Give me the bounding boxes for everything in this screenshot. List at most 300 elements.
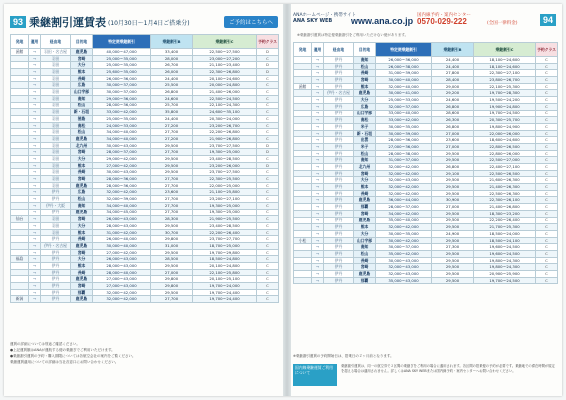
destination-cell: 鹿児島	[71, 296, 93, 303]
via-cell: 羽田・名古屋	[41, 49, 71, 56]
fare-b-cell: 29,500	[151, 169, 193, 176]
fare-c-cell: 22,000～25,000	[193, 182, 257, 189]
table-row	[294, 237, 558, 244]
fare-c-cell: 23,000～27,200	[193, 55, 257, 62]
via-cell: 伊丹	[324, 117, 354, 124]
fare-c-cell: 21,400～26,300	[474, 184, 536, 191]
destination-cell: 宮崎	[71, 283, 93, 290]
origin-cell	[294, 123, 312, 130]
fare-b-cell: 24,400	[432, 57, 474, 64]
origin-cell	[294, 197, 312, 204]
destination-cell: 鹿児島	[354, 90, 376, 97]
via-cell: 伊丹	[41, 196, 71, 203]
table-row	[294, 143, 558, 150]
table-row	[294, 90, 558, 97]
fare-b-cell: 29,500	[432, 237, 474, 244]
special-fare-cell: 34,000～45,000	[93, 209, 151, 216]
via-cell: 伊丹	[324, 177, 354, 184]
fare-c-cell: 23,700～27,500	[193, 142, 257, 149]
info-box-text: 乗継割引運賃は、同一の航空券で２区間の乗継ぎをご利用の場合に適用されます。各区間の搭乗便の予約が必要です。乗継地での滞在時間が規定を超える場合は適用されません。詳しくはANA SKY WEBまたは国内線予約・案内センターへお問い合わせください。	[341, 364, 555, 373]
homepage-url-link[interactable]: www.ana.co.jp	[351, 16, 414, 26]
class-cell: C	[257, 283, 279, 290]
apply-arrow-cell: →	[312, 250, 324, 257]
special-fare-cell: 27,000～36,000	[376, 143, 432, 150]
class-cell: C	[257, 89, 279, 96]
special-fare-cell: 35,000～42,000	[376, 250, 432, 257]
via-cell: 伊丹	[41, 283, 71, 290]
table-row	[294, 184, 558, 191]
fare-b-cell: 24,600	[151, 95, 193, 102]
destination-cell: 那覇	[354, 204, 376, 211]
via-cell: 羽田	[41, 222, 71, 229]
via-cell: 伊丹	[324, 170, 354, 177]
special-fare-cell: 29,000～36,000	[93, 95, 151, 102]
class-cell: C	[536, 271, 558, 278]
fare-c-cell: 18,500～24,000	[474, 230, 536, 237]
table-row	[11, 169, 279, 176]
class-cell: C	[536, 177, 558, 184]
via-cell: 伊丹	[324, 150, 354, 157]
via-cell: 羽田	[41, 62, 71, 69]
class-cell: C	[536, 90, 558, 97]
origin-cell	[294, 250, 312, 257]
destination-cell: 北九州	[354, 164, 376, 171]
table-row	[294, 244, 558, 251]
apply-arrow-cell: →	[312, 204, 324, 211]
destination-cell: 高松	[71, 122, 93, 129]
table-row	[294, 97, 558, 104]
class-cell: C	[257, 263, 279, 270]
col-origin: 発地	[11, 35, 29, 49]
class-cell: C	[257, 82, 279, 89]
fare-c-cell: 22,000～26,000	[474, 130, 536, 137]
origin-cell	[294, 77, 312, 84]
fare-b-cell: 33,400	[151, 49, 193, 56]
origin-cell	[11, 89, 29, 96]
apply-arrow-cell: →	[312, 244, 324, 251]
destination-cell: 広島	[71, 82, 93, 89]
details-button[interactable]: ご予約はこちらへ	[224, 16, 278, 28]
fare-b-cell: 35,800	[151, 109, 193, 116]
class-cell: C	[257, 209, 279, 216]
origin-cell	[294, 137, 312, 144]
special-fare-cell: 32,000～43,000	[376, 264, 432, 271]
via-cell: 羽田	[41, 142, 71, 149]
fare-b-cell: 27,200	[151, 122, 193, 129]
apply-arrow-cell: →	[312, 190, 324, 197]
table-row	[294, 77, 558, 84]
fare-c-cell: 23,200～27,100	[193, 196, 257, 203]
table-row	[294, 123, 558, 130]
class-cell: C	[257, 269, 279, 276]
class-cell: C	[536, 83, 558, 90]
table-row	[11, 55, 279, 62]
fare-b-cell: 29,500	[432, 184, 474, 191]
origin-cell	[11, 169, 29, 176]
fare-c-cell: 21,700～25,300	[474, 224, 536, 231]
class-cell: C	[536, 244, 558, 251]
fare-b-cell: 29,500	[151, 263, 193, 270]
phone-caption: 国内線予約・案内センター	[417, 13, 471, 18]
origin-cell	[294, 271, 312, 278]
via-cell: 伊丹	[41, 269, 71, 276]
special-fare-cell: 30,000～43,000	[93, 142, 151, 149]
origin-cell	[11, 249, 29, 256]
table-row	[294, 157, 558, 164]
fare-c-cell: 22,100～25,300	[474, 83, 536, 90]
origin-cell	[294, 217, 312, 224]
fare-c-cell: 18,700～25,000	[193, 242, 257, 249]
origin-cell	[294, 230, 312, 237]
origin-cell: 新潟	[11, 296, 29, 303]
special-fare-cell: 33,000～40,000	[376, 110, 432, 117]
fare-b-cell: 26,800	[151, 89, 193, 96]
class-cell: C	[257, 289, 279, 296]
special-fare-cell: 32,000～42,000	[93, 289, 151, 296]
origin-cell	[11, 196, 29, 203]
fare-b-cell: 23,600	[432, 137, 474, 144]
special-fare-cell: 28,000～36,000	[376, 137, 432, 144]
class-cell: C	[257, 249, 279, 256]
special-fare-cell: 25,600～35,000	[93, 69, 151, 76]
via-cell: 伊丹	[324, 271, 354, 278]
fare-b-cell: 29,500	[432, 277, 474, 284]
class-cell: C	[536, 170, 558, 177]
class-cell: C	[257, 55, 279, 62]
special-fare-cell: 30,000～42,000	[376, 237, 432, 244]
fare-b-cell: 28,500	[151, 256, 193, 263]
via-cell: 羽田	[41, 156, 71, 163]
via-cell: 羽田	[41, 75, 71, 82]
origin-cell	[11, 122, 29, 129]
destination-cell: 宮崎	[354, 264, 376, 271]
phone-note: (全国一律料金)	[487, 21, 518, 26]
destination-cell: 熊本	[354, 83, 376, 90]
destination-cell: 大分	[354, 230, 376, 237]
fare-b-cell: 28,000	[151, 55, 193, 62]
fare-b-cell: 27,000	[432, 143, 474, 150]
origin-cell	[11, 75, 29, 82]
apply-arrow-cell: →	[312, 70, 324, 77]
via-cell: 羽田	[41, 109, 71, 116]
class-cell: C	[257, 156, 279, 163]
fare-c-cell: 23,700～27,700	[193, 236, 257, 243]
destination-cell: 高知	[71, 202, 93, 209]
fare-c-cell: 19,800～24,300	[474, 257, 536, 264]
origin-cell	[294, 90, 312, 97]
origin-cell	[11, 109, 29, 116]
table-row	[11, 102, 279, 109]
table-row	[11, 196, 279, 203]
table-row	[294, 137, 558, 144]
special-fare-cell: 27,000～43,000	[93, 276, 151, 283]
via-cell: 羽田	[41, 95, 71, 102]
page-subtitle: (10月30日～1月4日ご搭乗分)	[108, 19, 190, 27]
col-class: 予約クラス	[257, 35, 279, 49]
destination-cell: 米子	[354, 143, 376, 150]
apply-arrow-cell: →	[29, 95, 41, 102]
fare-c-cell: 23,200～26,700	[193, 122, 257, 129]
fare-b-cell: 25,700	[151, 102, 193, 109]
via-cell: 伊丹	[324, 224, 354, 231]
class-cell: C	[536, 130, 558, 137]
table-row	[11, 109, 279, 116]
origin-cell	[294, 277, 312, 284]
fare-c-cell: 22,100～24,300	[193, 102, 257, 109]
fare-c-cell: 22,500～27,000	[474, 157, 536, 164]
table-row	[11, 202, 279, 209]
class-cell: C	[536, 143, 558, 150]
fare-c-cell: 20,300～24,000	[193, 115, 257, 122]
apply-arrow-cell: →	[29, 149, 41, 156]
origin-cell	[294, 224, 312, 231]
fare-b-cell: 24,900	[432, 230, 474, 237]
via-cell: 伊丹	[324, 77, 354, 84]
origin-cell	[294, 63, 312, 70]
via-cell: 伊丹	[324, 184, 354, 191]
fare-c-cell: 18,500～24,100	[474, 237, 536, 244]
special-fare-cell: 31,000～42,000	[93, 229, 151, 236]
table-row	[294, 164, 558, 171]
footnote: ●上記運賃額はANAが運航する便の乗継ぎでご利用いただけます。	[10, 347, 115, 352]
fare-b-cell: 29,100	[432, 170, 474, 177]
table-row	[11, 75, 279, 82]
special-fare-cell: 32,000～37,000	[376, 103, 432, 110]
col-fare-b: 乗継割引B	[151, 35, 193, 49]
special-fare-cell: 34,000～42,000	[376, 210, 432, 217]
fare-b-cell: 24,600	[432, 97, 474, 104]
apply-arrow-cell: →	[29, 182, 41, 189]
fare-b-cell: 28,600	[432, 110, 474, 117]
special-fare-cell: 33,000～42,000	[93, 109, 151, 116]
table-row	[294, 57, 558, 64]
origin-cell	[11, 283, 29, 290]
via-cell: 羽田	[41, 169, 71, 176]
table-row	[11, 149, 279, 156]
fare-c-cell: 19,700～24,500	[474, 277, 536, 284]
destination-cell: 熊本	[354, 184, 376, 191]
table-row	[294, 250, 558, 257]
special-fare-cell: 25,000～35,000	[93, 62, 151, 69]
apply-arrow-cell: →	[29, 109, 41, 116]
origin-cell	[11, 276, 29, 283]
via-cell: 伊丹	[324, 157, 354, 164]
table-row	[11, 216, 279, 223]
apply-arrow-cell: →	[312, 77, 324, 84]
fare-b-cell: 29,200	[432, 90, 474, 97]
origin-cell	[11, 176, 29, 183]
fare-c-cell: 19,700～28,300	[474, 90, 536, 97]
table-row	[294, 277, 558, 284]
apply-arrow-cell: →	[312, 264, 324, 271]
right-top-note: ※乗継割引運賃は特定便乗継割引をご利用いただけない便があります。	[297, 33, 409, 37]
class-cell: C	[257, 276, 279, 283]
fare-c-cell: 23,700～27,500	[193, 169, 257, 176]
table-row	[11, 263, 279, 270]
via-cell: 羽田	[41, 55, 71, 62]
class-cell: C	[536, 164, 558, 171]
brochure-spread	[4, 4, 562, 396]
origin-cell	[11, 115, 29, 122]
fare-b-cell: 27,200	[151, 135, 193, 142]
origin-cell	[11, 269, 29, 276]
fare-c-cell: 22,800～26,500	[474, 143, 536, 150]
left-page	[4, 4, 283, 396]
special-fare-cell: 28,000～36,000	[93, 176, 151, 183]
fare-b-cell: 29,500	[432, 250, 474, 257]
special-fare-cell: 29,000～42,000	[93, 156, 151, 163]
origin-cell	[11, 102, 29, 109]
special-fare-cell: 28,000～38,000	[376, 150, 432, 157]
fare-c-cell: 23,400～28,500	[193, 156, 257, 163]
special-fare-cell: 30,000～37,000	[93, 82, 151, 89]
destination-cell: 松山	[354, 150, 376, 157]
fare-b-cell: 28,300	[151, 216, 193, 223]
destination-cell: 山口宇部	[71, 89, 93, 96]
class-cell: C	[536, 57, 558, 64]
destination-cell: 熊本	[354, 224, 376, 231]
destination-cell: 山口宇部	[354, 110, 376, 117]
fare-table-right	[293, 42, 558, 284]
via-cell: 伊丹	[324, 83, 354, 90]
special-fare-cell: 30,000～40,000	[376, 77, 432, 84]
via-cell: 伊丹・大阪	[41, 202, 71, 209]
destination-cell: 宮崎	[354, 77, 376, 84]
fare-c-cell: 20,100～24,600	[193, 75, 257, 82]
special-fare-cell: 32,000～40,000	[376, 83, 432, 90]
table-row	[294, 257, 558, 264]
col-apply: 適用	[29, 35, 41, 49]
apply-arrow-cell: →	[29, 162, 41, 169]
class-cell: C	[536, 123, 558, 130]
special-fare-cell: 35,000～40,000	[376, 217, 432, 224]
via-cell: 伊丹	[324, 237, 354, 244]
apply-arrow-cell: →	[29, 269, 41, 276]
fare-b-cell: 29,500	[432, 271, 474, 278]
apply-arrow-cell: →	[312, 150, 324, 157]
special-fare-cell: 32,000～42,000	[376, 164, 432, 171]
special-fare-cell: 33,000～42,000	[376, 117, 432, 124]
table-row	[11, 229, 279, 236]
class-cell: C	[257, 129, 279, 136]
table-row	[11, 95, 279, 102]
apply-arrow-cell: →	[29, 62, 41, 69]
apply-arrow-cell: →	[29, 256, 41, 263]
via-cell: 伊丹・名古屋	[324, 90, 354, 97]
table-header-row	[11, 35, 279, 49]
fare-b-cell: 27,700	[151, 196, 193, 203]
table-row	[11, 189, 279, 196]
col-dest: 目的地	[71, 35, 93, 49]
fare-b-cell: 29,500	[432, 224, 474, 231]
table-row	[11, 162, 279, 169]
origin-cell	[294, 164, 312, 171]
class-cell: C	[257, 196, 279, 203]
apply-arrow-cell: →	[312, 257, 324, 264]
special-fare-cell: 26,000～36,000	[376, 57, 432, 64]
via-cell: 伊丹	[324, 217, 354, 224]
table-row	[11, 115, 279, 122]
origin-cell	[294, 57, 312, 64]
via-cell: 伊丹	[324, 277, 354, 284]
destination-cell: 高知	[354, 157, 376, 164]
origin-cell	[11, 236, 29, 243]
via-cell: 伊丹	[324, 264, 354, 271]
table-row	[11, 289, 279, 296]
right-page	[291, 4, 562, 396]
special-fare-cell: 24,000～33,000	[93, 122, 151, 129]
fare-c-cell: 22,500～26,300	[474, 190, 536, 197]
class-cell: C	[536, 137, 558, 144]
fare-b-cell: 27,700	[151, 129, 193, 136]
special-fare-cell: 25,000～35,000	[93, 115, 151, 122]
fare-c-cell: 22,800～26,000	[474, 150, 536, 157]
origin-cell	[11, 156, 29, 163]
special-fare-cell: 36,000～44,000	[376, 197, 432, 204]
fare-b-cell: 30,700	[151, 229, 193, 236]
via-cell: 羽田	[41, 82, 71, 89]
origin-cell	[11, 129, 29, 136]
via-cell: 伊丹	[324, 137, 354, 144]
fare-c-cell: 19,600～24,500	[474, 250, 536, 257]
col-class: 予約クラス	[536, 43, 558, 57]
footnote: ●乗継割引運賃の予約・購入期限については各航空会社の案内をご覧ください。	[10, 353, 136, 358]
apply-arrow-cell: →	[312, 63, 324, 70]
origin-cell	[294, 143, 312, 150]
table-row	[11, 256, 279, 263]
class-cell: C	[257, 115, 279, 122]
destination-cell: 鹿児島	[71, 209, 93, 216]
fare-b-cell: 29,800	[151, 236, 193, 243]
class-cell: C	[257, 176, 279, 183]
special-fare-cell: 32,000～43,000	[376, 177, 432, 184]
table-row	[11, 182, 279, 189]
table-row	[294, 217, 558, 224]
fare-c-cell: 19,800～24,900	[474, 123, 536, 130]
via-cell: 羽田	[41, 89, 71, 96]
destination-cell: 松山	[354, 250, 376, 257]
fare-c-cell: 19,700～24,400	[193, 296, 257, 303]
apply-arrow-cell: →	[29, 49, 41, 56]
special-fare-cell: 30,000～35,000	[376, 230, 432, 237]
col-fare-c: 乗継割引C	[474, 43, 536, 57]
fare-c-cell: 21,900～26,800	[193, 135, 257, 142]
fare-c-cell: 21,100～25,800	[193, 189, 257, 196]
via-cell: 伊丹	[41, 236, 71, 243]
special-fare-cell: 26,000～36,000	[93, 75, 151, 82]
class-cell: D	[257, 49, 279, 56]
origin-cell	[11, 95, 29, 102]
class-cell: C	[536, 237, 558, 244]
apply-arrow-cell: →	[29, 249, 41, 256]
via-cell: 伊丹	[324, 190, 354, 197]
phone-number[interactable]: 0570-029-222	[417, 17, 467, 26]
apply-arrow-cell: →	[29, 176, 41, 183]
class-cell: C	[536, 103, 558, 110]
special-fare-cell: 28,000～36,000	[93, 182, 151, 189]
class-cell: C	[257, 242, 279, 249]
origin-cell	[11, 182, 29, 189]
fare-c-cell: 21,400～26,000	[193, 89, 257, 96]
special-fare-cell: 31,000～39,000	[376, 70, 432, 77]
origin-cell	[294, 70, 312, 77]
destination-cell: 大分	[71, 62, 93, 69]
special-fare-cell: 28,000～36,000	[93, 102, 151, 109]
destination-cell: 長崎	[354, 257, 376, 264]
special-fare-cell: 30,000～35,000	[376, 123, 432, 130]
special-fare-cell: 26,000～43,000	[93, 216, 151, 223]
fare-c-cell: 18,300～23,200	[474, 210, 536, 217]
